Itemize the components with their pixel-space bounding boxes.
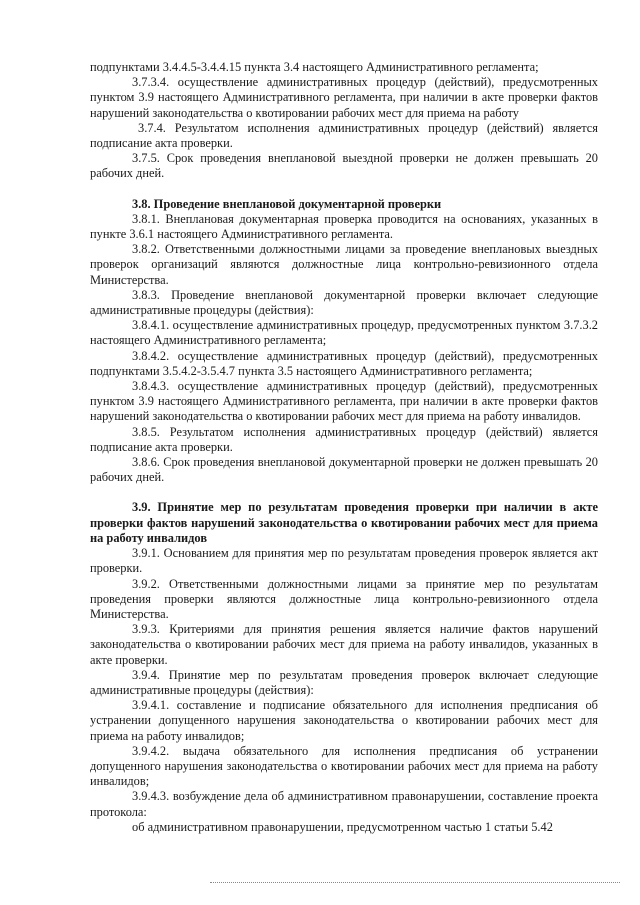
paragraph: 3.9.4. Принятие мер по результатам проведения проверок включает следующие административные процедуры (действия): [90,667,598,697]
paragraph: подпунктами 3.4.4.5-3.4.4.15 пункта 3.4 настоящего Административного регламента; [90,60,539,74]
paragraph: 3.9.1. Основанием для принятия мер по результатам проведения проверок является акт проверки. [90,546,598,576]
paragraph: 3.9.4.1. составление и подписание обязательного для исполнения предписания об устранении допущенного нарушения законодательства о квотировании рабочих мест для приема на работу инвалидов; [90,698,598,743]
paragraph: 3.8.4.2. осуществление административных процедур (действий), предусмотренных подпунктами 3.5.4.2-3.5.4.7 пункта 3.5 настоящего Административного регламента; [90,348,598,378]
paragraph: 3.8.4.3. осуществление административных процедур (действий), предусмотренных пунктом 3.9 настоящего Административного регламента, при наличии в акте проверки фактов нарушений законодательства о квотировании рабочих мест для приема на работу инвалидов. [90,379,598,424]
paragraph: 3.9.3. Критериями для принятия решения является наличие фактов нарушений законодательства о квотировании рабочих мест для приема на работу инвалидов, указанных в акте проверки. [90,622,598,667]
page-bottom-rule [210,882,620,883]
paragraph: 3.9.4.2. выдача обязательного для исполнения предписания об устранении допущенного нарушения законодательства о квотировании рабочих мест для приема на работу инвалидов; [90,743,598,789]
paragraph: 3.8.3. Проведение внеплановой документарной проверки включает следующие административные процедуры (действия): [90,287,598,318]
paragraph: 3.7.4. Результатом исполнения административных процедур (действий) является подписание акта проверки. [90,120,598,151]
paragraph: 3.8.4.1. осуществление административных процедур, предусмотренных пунктом 3.7.3.2 настоящего Административного регламента; [90,318,598,348]
paragraph: 3.8.5. Результатом исполнения административных процедур (действий) является подписание акта проверки. [90,424,598,454]
paragraph: 3.9.4.3. возбуждение дела об административном правонарушении, составление проекта протокола: [90,789,598,819]
paragraph: 3.8.1. Внеплановая документарная проверка проводится на основаниях, указанных в пункте 3.6.1 настоящего Административного регламента. [90,211,598,242]
paragraph: 3.8.2. Ответственными должностными лицами за проведение внеплановых выездных проверок организаций являются должностные лица контрольно-ревизионного отдела Министерства. [90,242,598,287]
paragraph: 3.7.5. Срок проведения внеплановой выездной проверки не должен превышать 20 рабочих дней. [90,151,598,181]
paragraph: 3.9.2. Ответственными должностными лицами за принятие мер по результатам проведения проверки являются должностные лица контрольно-ревизионного отдела Министерства. [90,576,598,621]
paragraph: 3.8.6. Срок проведения внеплановой документарной проверки не должен превышать 20 рабочих дней. [90,455,598,485]
document-page [90,60,598,835]
paragraph: об административном правонарушении, предусмотренном частью 1 статьи 5.42 [132,819,553,834]
section-heading: 3.9. Принятие мер по результатам проведения проверки при наличии в акте проверки фактов нарушений законодательства о квотировании рабочих мест для приема на работу инвалидов [90,500,598,545]
paragraph: 3.7.3.4. осуществление административных процедур (действий), предусмотренных пунктом 3.9 настоящего Административного регламента, при наличии в акте проверки фактов нарушений законодательства о квотировании рабочих мест для приема на работу [90,75,598,120]
section-heading: 3.8. Проведение внеплановой документарной проверки [132,196,442,211]
